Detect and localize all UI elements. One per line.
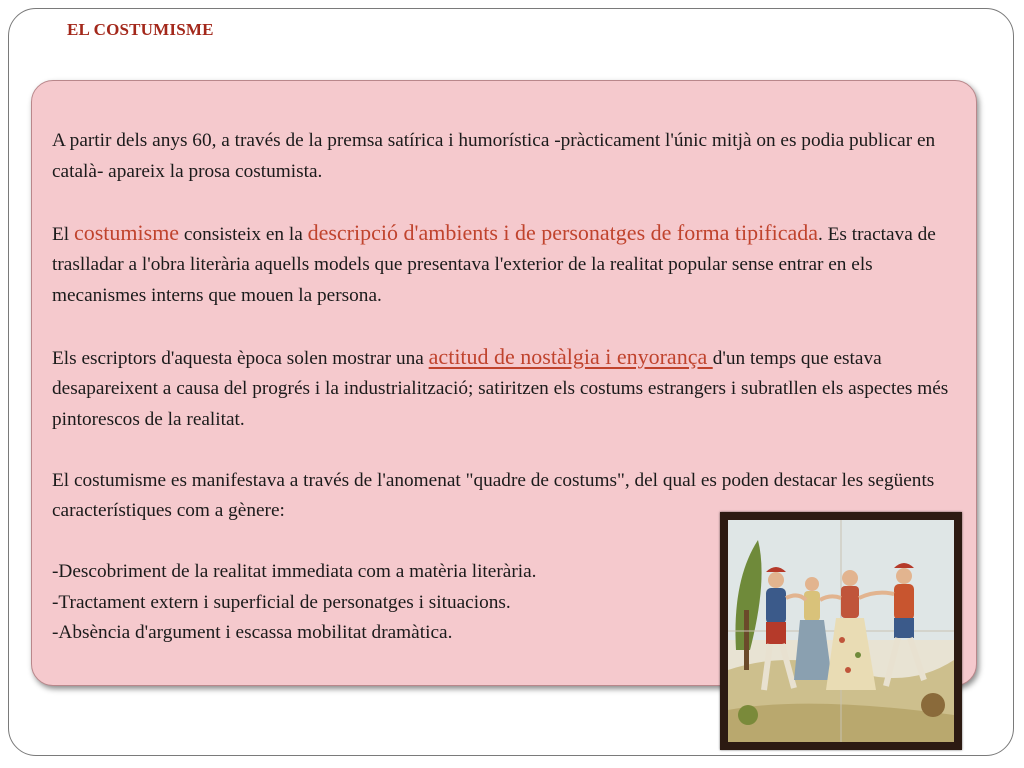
- dancers-tile-image: [720, 512, 962, 750]
- highlight-nostalgia: actitud de nostàlgia i enyorança: [428, 343, 713, 369]
- slide-title: EL COSTUMISME: [67, 20, 214, 39]
- bullet-item: -Tractament extern i superficial de personatges i situacions.: [52, 591, 511, 613]
- tile-illustration: [728, 520, 954, 742]
- paragraph-definition: [52, 218, 964, 312]
- text-run: . Es tractava de traslladar a l'obra literària aquells models que presentava l'exterior de la realitat popular sense entrar en els mecanismes interns que mouen la persona.: [52, 223, 936, 306]
- highlight-costumisme: costumisme: [73, 219, 180, 245]
- paragraph-intro: A partir dels anys 60, a través de la premsa satírica i humorística -pràcticament l'únic mitjà on es podia publicar en català- apareix la prosa costumista.: [52, 130, 936, 182]
- paragraph-genre: El costumisme es manifestava a través de l'anomenat "quadre de costums", del qual es poden destacar les següents característiques com a gènere:: [52, 469, 935, 521]
- text-run: consisteix en la: [179, 223, 308, 245]
- bullet-item: -Absència d'argument i escassa mobilitat dramàtica.: [52, 622, 453, 643]
- bullet-item: -Descobriment de la realitat immediata com a matèria literària.: [52, 561, 537, 582]
- paragraph-attitude: [52, 342, 964, 436]
- text-run: d'un temps que estava desapareixent a causa del progrés i la industrialització; satiritzen els costums estrangers i subratllen els aspectes més pintorescos de la realitat.: [52, 347, 949, 430]
- text-run: Els escriptors d'aquesta època solen mostrar una: [52, 347, 429, 369]
- text-run: El: [52, 223, 74, 245]
- highlight-description: descripció d'ambients i de personatges de forma tipificada: [307, 219, 818, 245]
